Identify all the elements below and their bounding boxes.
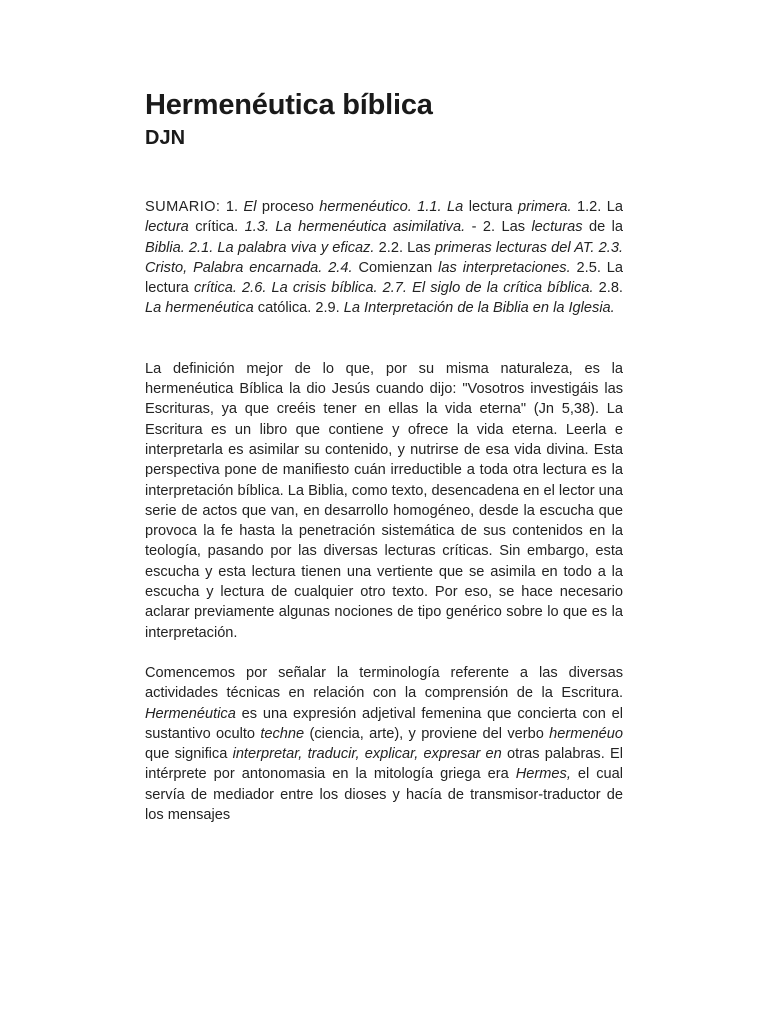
document-author: DJN bbox=[145, 127, 186, 149]
text-run: Comienzan bbox=[352, 259, 439, 276]
summary-body bbox=[145, 199, 623, 316]
italic-text-run: primeras lecturas del AT. 2.3. Cristo, Palabra encarnada. 2.4. bbox=[145, 239, 624, 276]
text-run: 1.2. La bbox=[571, 199, 624, 215]
italic-text-run: 1.3. La hermenéutica asimilativa. bbox=[244, 219, 466, 236]
text-run: Comencemos por señalar la terminología referente a las diversas actividades técnicas en relación con la comprensión de la Escritura. bbox=[145, 664, 623, 702]
italic-text-run: techne bbox=[260, 725, 305, 742]
text-run: de la bbox=[582, 219, 624, 236]
summary-paragraph bbox=[145, 197, 623, 319]
document-page bbox=[145, 88, 623, 825]
document-title: Hermenéutica bíblica bbox=[145, 89, 433, 121]
text-run: 2.8. bbox=[593, 280, 623, 297]
italic-text-run: hermenéuo bbox=[549, 725, 624, 742]
text-run: 2.5. La lectura bbox=[145, 259, 624, 297]
italic-text-run: Hermes, bbox=[515, 766, 571, 783]
italic-text-run: Hermenéutica bbox=[145, 705, 236, 722]
body-paragraph-2 bbox=[145, 663, 623, 825]
text-run: que significa bbox=[145, 746, 233, 763]
body-paragraph-1: La definición mejor de lo que, por su misma naturaleza, es la hermenéutica Bíblica la dio Jesús cuando dijo: "Vosotros investigáis las Escrituras, ya que creéis tener en ellas la vida eterna" (Jn 5,38). La Escritura es un libro que contiene y ofrece la vida eterna. Leerla e interpretarla es asimilar su contenido, y nutrirse de esa vida divina. Esta perspectiva pone de manifiesto cuán irreductible a toda otra lectura es la interpretación bíblica. La Biblia, como texto, desencadena en el lector una serie de actos que van, en desarrollo homogéneo, desde la escucha que provoca la fe hasta la penetración sistemática de sus contenidos en la teología, pasando por las diversas lecturas críticas. Sin embargo, esta escucha y esta lectura tienen una vertiente que se asimila en todo a la escucha y lectura de cualquier otro texto. Por eso, se hace necesario aclarar previamente algunas nociones de tipo genérico sobre lo que es la interpretación. bbox=[145, 360, 623, 641]
italic-text-run: La Interpretación de la Biblia en la Iglesia. bbox=[343, 300, 615, 317]
italic-text-run: 1.1. La bbox=[417, 199, 464, 215]
italic-text-run: lecturas bbox=[531, 219, 583, 236]
italic-text-run: lectura bbox=[145, 219, 189, 236]
italic-text-run: crítica. 2.6. La crisis bíblica. 2.7. El siglo de la crítica bíblica. bbox=[193, 280, 594, 297]
text-run: católica. 2.9. bbox=[253, 300, 344, 317]
text-run: proceso bbox=[256, 199, 320, 215]
text-run: el cual servía de mediador entre los dioses y hacía de transmisor-traductor de los mensajes bbox=[145, 766, 623, 824]
italic-text-run: interpretar, traducir, explicar, expresar en bbox=[232, 746, 502, 763]
text-run: - 2. Las bbox=[465, 219, 532, 236]
italic-text-run: primera. bbox=[518, 199, 572, 215]
italic-text-run: hermenéutico. bbox=[319, 199, 412, 215]
text-run: crítica. bbox=[188, 219, 245, 236]
text-run: es una expresión adjetival femenina que concierta con el sustantivo oculto bbox=[145, 705, 623, 742]
italic-text-run: las interpretaciones. bbox=[438, 259, 571, 276]
italic-text-run: Biblia. 2.1. La palabra viva y eficaz. bbox=[145, 239, 375, 256]
italic-text-run: El bbox=[243, 199, 257, 215]
text-run: 2.2. Las bbox=[374, 239, 435, 256]
italic-text-run: La hermenéutica bbox=[145, 300, 254, 317]
text-run: 1. bbox=[220, 199, 244, 215]
text-run: (ciencia, arte), y proviene del verbo bbox=[304, 725, 550, 742]
text-run: lectura bbox=[463, 199, 518, 215]
summary-label: SUMARIO: bbox=[145, 199, 221, 215]
text-run: otras palabras. El intérprete por antonomasia en la mitología griega era bbox=[145, 746, 623, 783]
